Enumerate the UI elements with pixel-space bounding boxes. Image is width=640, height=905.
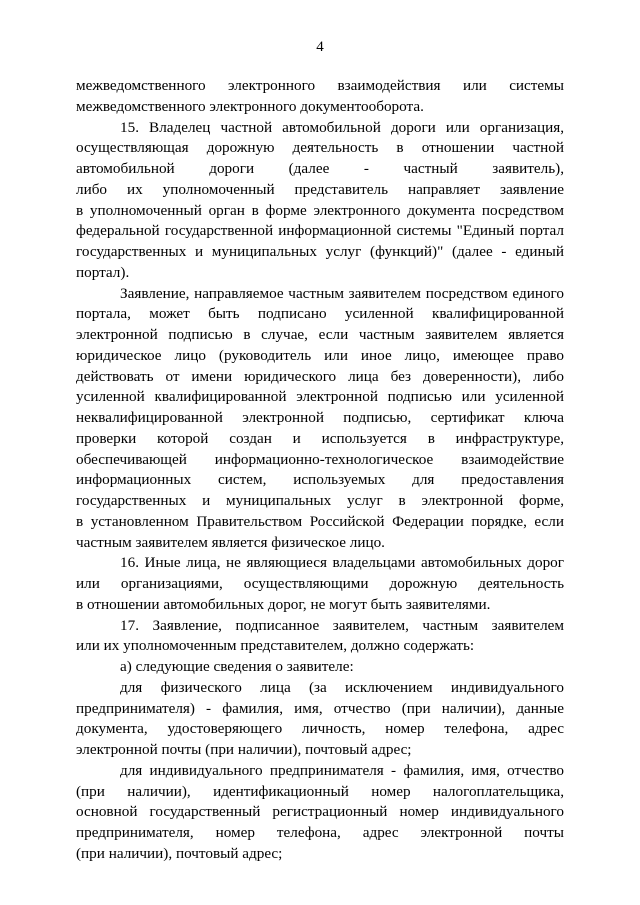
text-line: портала, может быть подписано усиленной квалифицированной (76, 305, 564, 323)
paragraph (76, 761, 564, 865)
text-line: межведомственного электронного документооборота. (76, 97, 424, 115)
text-line: в установленном Правительством Российской Федерации порядке, если (76, 512, 564, 530)
paragraph (76, 616, 564, 658)
text-line: осуществляющая дорожную деятельность в отношении частной (76, 139, 564, 157)
text-line: предпринимателя, номер телефона, адрес электронной почты (76, 824, 564, 841)
text-line: 16. Иные лица, не являющиеся владельцами автомобильных дорог (120, 554, 564, 572)
page-number: 4 (316, 39, 324, 55)
text-line: документа, удостоверяющего личность, номер телефона, адрес (76, 720, 564, 738)
text-line: Заявление, направляемое частным заявителем посредством единого (120, 284, 564, 302)
text-line: предпринимателя) - фамилия, имя, отчество (при наличии), данные (76, 699, 564, 717)
text-line: либо их уполномоченный представитель направляет заявление (76, 180, 564, 198)
text-line: для индивидуального предпринимателя - фамилия, имя, отчество (120, 761, 564, 779)
text-line: в отношении автомобильных дорог, не могут быть заявителями. (76, 595, 491, 613)
text-line: межведомственного электронного взаимодействия или системы (76, 77, 564, 94)
paragraph (76, 284, 564, 554)
document-body (76, 76, 564, 865)
paragraph (76, 76, 564, 118)
text-line: усиленной квалифицированной электронной подписью или усиленной (76, 388, 564, 406)
text-line: для физического лица (за исключением индивидуального (120, 678, 564, 696)
text-line: государственных и муниципальных услуг (функций)" (далее - единый (76, 243, 564, 260)
paragraph (76, 657, 564, 678)
text-line: портал). (76, 263, 130, 281)
text-line: государственных и муниципальных услуг в электронной форме, (76, 492, 564, 509)
text-line: федеральной государственной информационной системы "Единый портал (76, 222, 564, 240)
text-line: или организациями, осуществляющими дорожную деятельность (76, 575, 564, 592)
text-line: в уполномоченный орган в форме электронного документа посредством (76, 201, 564, 219)
text-line: автомобильной дороги (далее - частный заявитель), (76, 160, 564, 177)
text-line: информационных систем, используемых для предоставления (76, 471, 564, 489)
text-line: 15. Владелец частной автомобильной дороги или организация, (120, 118, 564, 136)
text-line: (при наличии), почтовый адрес; (76, 844, 283, 862)
text-line: частным заявителем является физическое лицо. (76, 533, 385, 551)
text-line: или их уполномоченным представителем, должно содержать: (76, 637, 475, 655)
text-line: юридическое лицо (руководитель или иное лицо, имеющее право (76, 346, 564, 364)
text-line: неквалифицированной электронной подписью, сертификат ключа (76, 409, 564, 426)
text-line: электронной подписью в случае, если частным заявителем является (76, 326, 564, 343)
text-line: 17. Заявление, подписанное заявителем, частным заявителем (120, 616, 564, 634)
text-line: проверки которой создан и используется в инфраструктуре, (76, 429, 564, 447)
paragraph (76, 118, 564, 284)
text-line: электронной почты (при наличии), почтовый адрес; (76, 741, 412, 758)
text-line: действовать от имени юридического лица без доверенности), либо (76, 367, 564, 385)
paragraph (76, 678, 564, 761)
text-line: основной государственный регистрационный номер индивидуального (76, 803, 564, 821)
text-line: (при наличии), идентификационный номер налогоплательщика, (76, 782, 564, 800)
text-line: обеспечивающей информационно-технологическое взаимодействие (76, 450, 564, 468)
text-line: а) следующие сведения о заявителе: (120, 658, 354, 675)
paragraph (76, 553, 564, 615)
